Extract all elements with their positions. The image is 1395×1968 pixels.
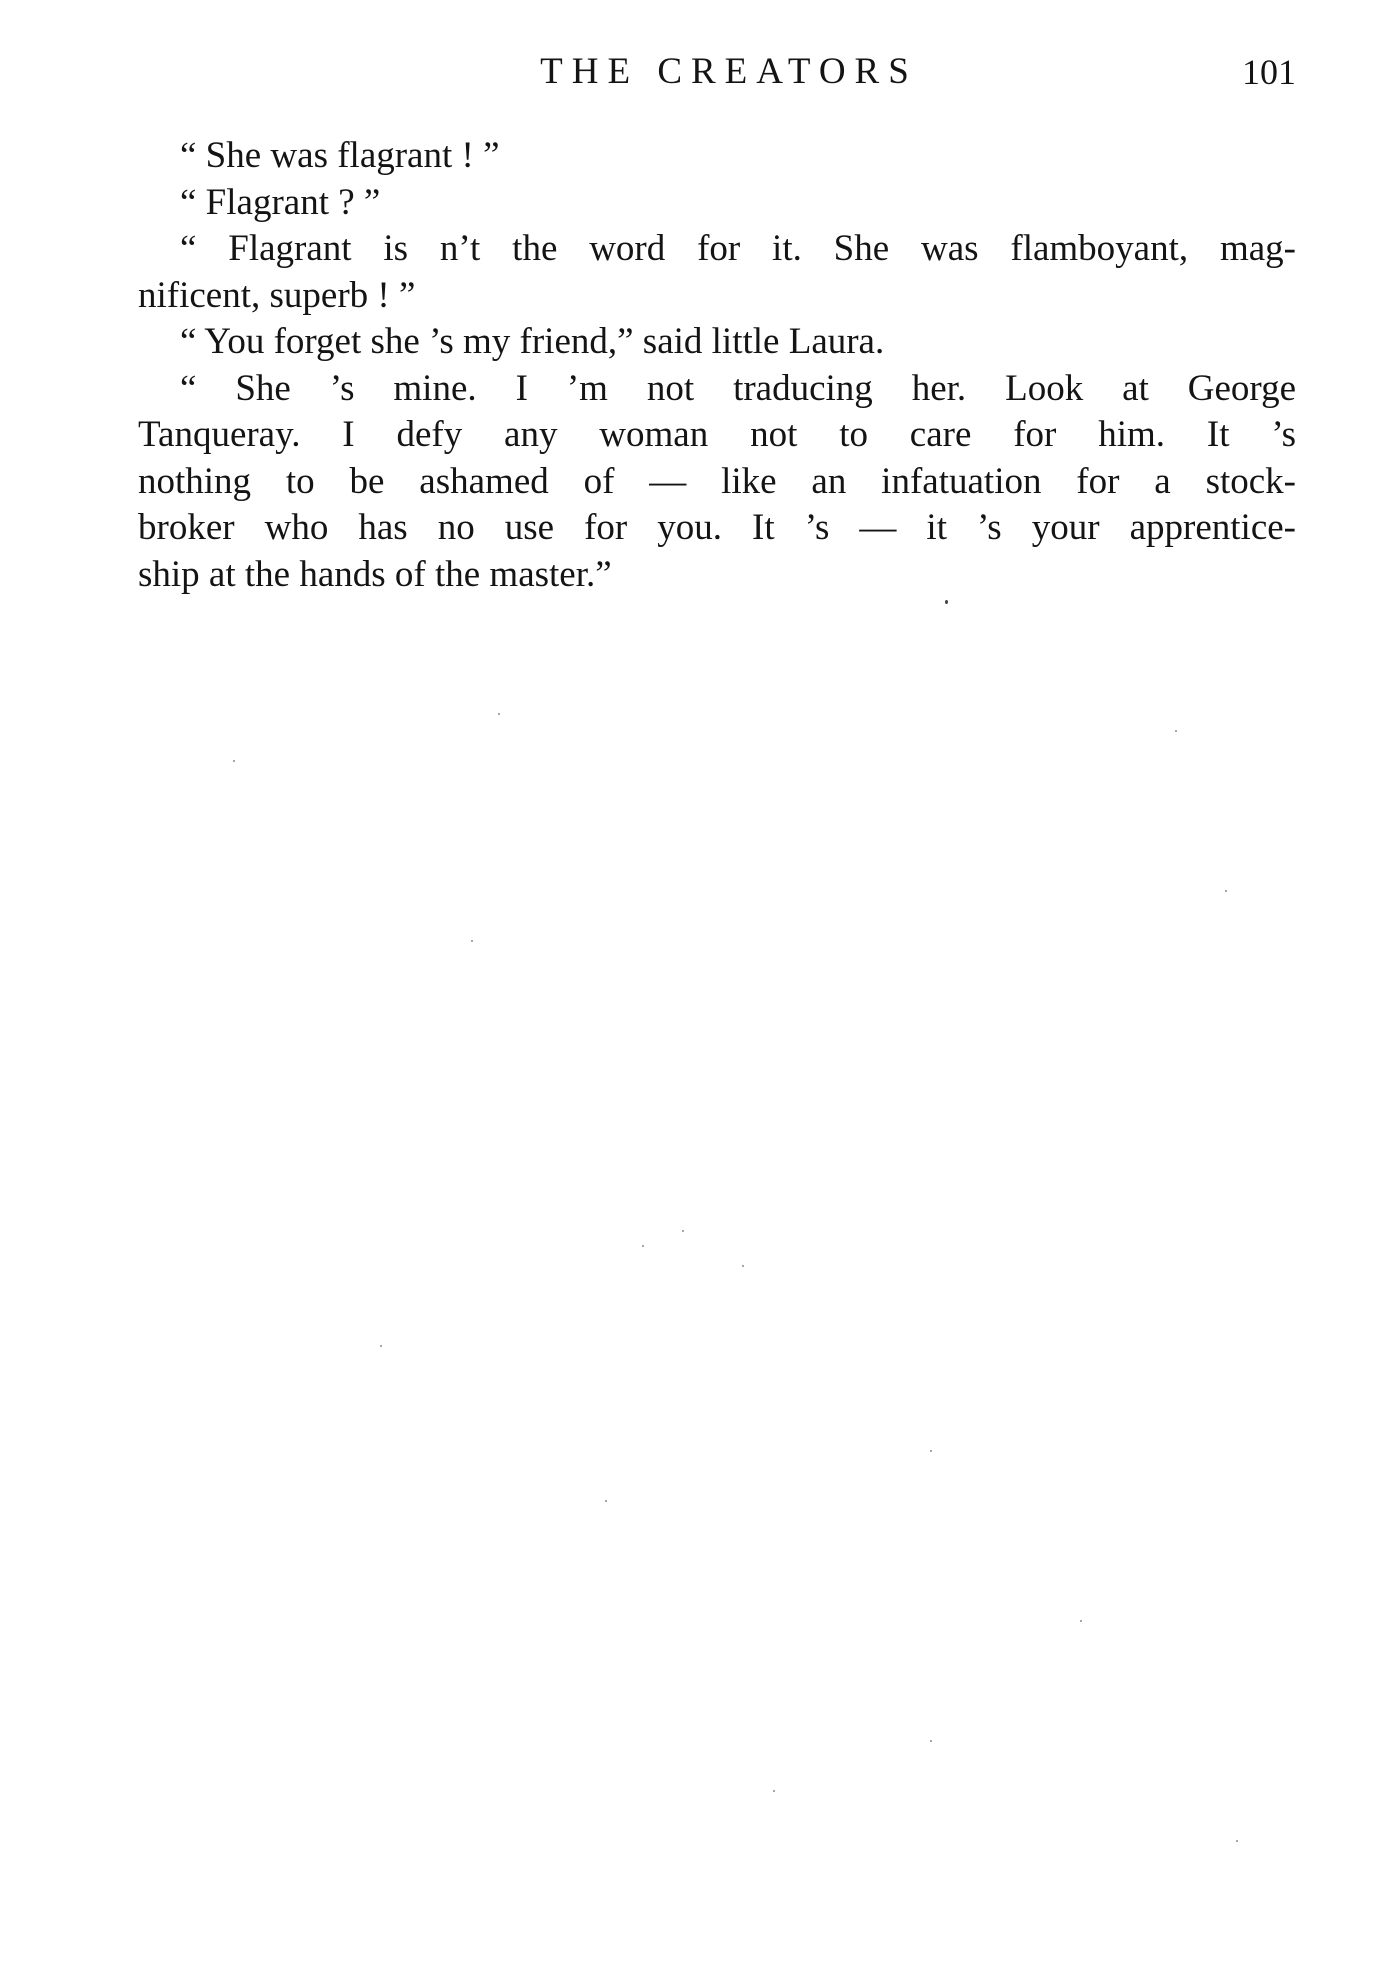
- paper-speck: [945, 600, 948, 604]
- body-text: [138, 133, 1296, 598]
- running-title: THE CREATORS: [540, 51, 918, 92]
- paragraph: [138, 366, 1296, 599]
- text-line: “ Flagrant ? ”: [180, 181, 381, 223]
- paper-speck: [233, 760, 235, 762]
- paper-speck: [605, 1500, 607, 1502]
- paper-speck: [930, 1450, 932, 1452]
- text-line: ship at the hands of the master.”: [138, 553, 612, 595]
- text-line: broker who has no use for you. It ’s — it ’s your apprentice-: [138, 507, 1296, 548]
- paper-speck: [1225, 890, 1227, 892]
- paragraph: [138, 133, 1296, 180]
- paper-speck: [682, 1230, 684, 1232]
- text-line: “ Flagrant is n’t the word for it. She was flamboyant, mag-: [180, 228, 1296, 269]
- text-line: “ She ’s mine. I ’m not traducing her. Look at George: [180, 367, 1296, 409]
- page-number: 101: [1242, 52, 1296, 92]
- running-head: [138, 48, 1296, 96]
- paper-speck: [930, 1740, 932, 1742]
- paper-speck: [471, 940, 473, 942]
- paper-speck: [498, 713, 500, 715]
- paper-speck: [380, 1345, 382, 1347]
- paper-speck: [1080, 1620, 1082, 1622]
- text-line: “ She was flagrant ! ”: [180, 135, 500, 176]
- paragraph: [138, 226, 1296, 319]
- text-line: nificent, superb ! ”: [138, 274, 416, 316]
- paper-speck: [1175, 730, 1177, 732]
- paper-speck: [773, 1790, 775, 1792]
- paragraph: [138, 319, 1296, 366]
- text-line: “ You forget she ’s my friend,” said little Laura.: [180, 321, 885, 362]
- text-line: Tanqueray. I defy any woman not to care for him. It ’s: [138, 414, 1296, 455]
- paragraph: [138, 180, 1296, 227]
- paper-speck: [1236, 1840, 1238, 1842]
- text-line: nothing to be ashamed of — like an infatuation for a stock-: [138, 460, 1296, 502]
- paper-speck: [742, 1265, 744, 1267]
- paper-speck: [642, 1245, 644, 1247]
